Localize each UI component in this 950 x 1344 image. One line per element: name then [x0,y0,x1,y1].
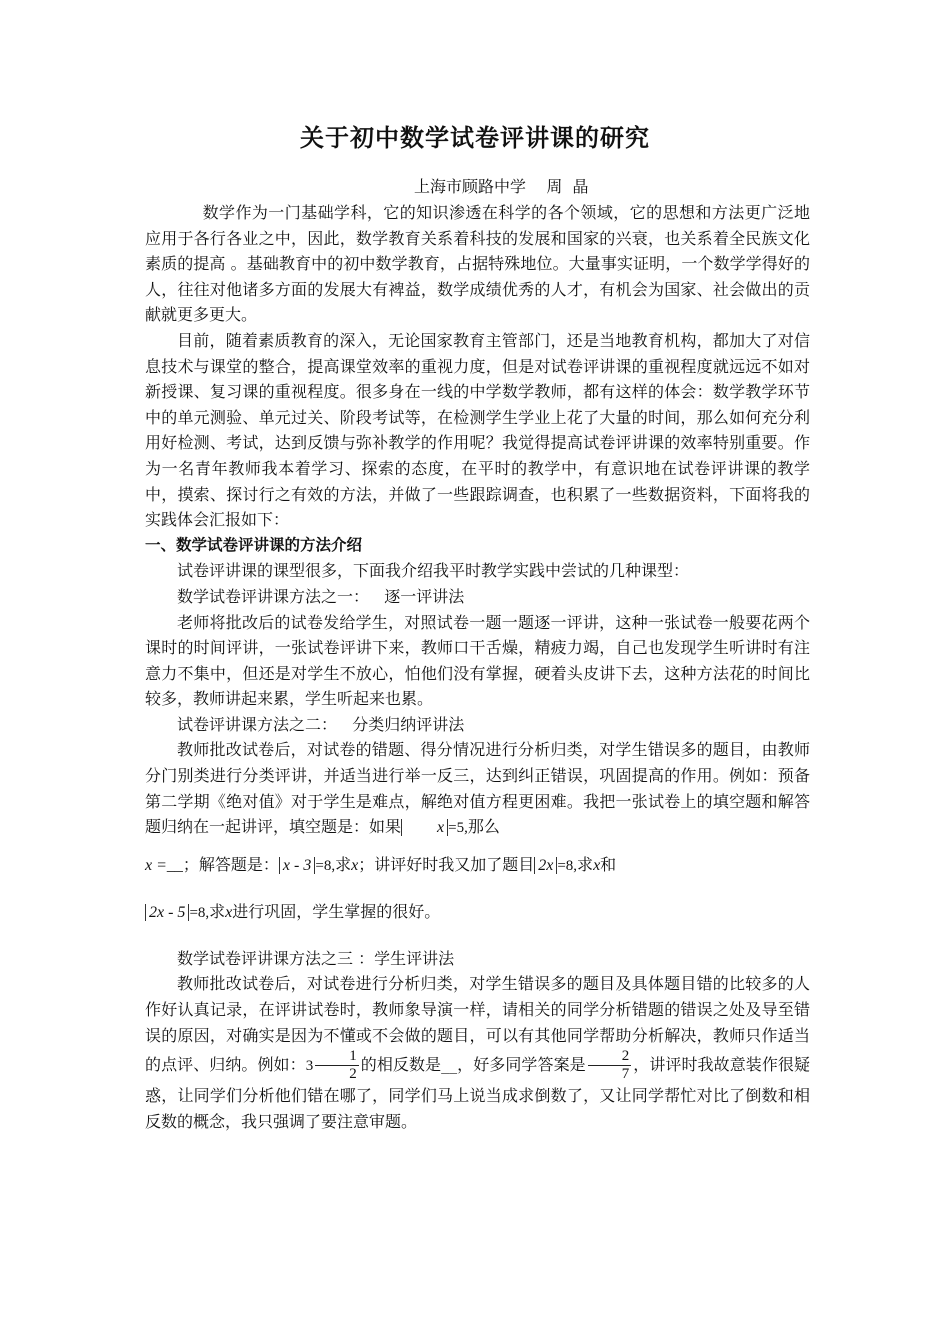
method-two-text-i: 进行巩固，学生掌握的很好。 [232,901,441,921]
method-two-text-d: 求 [335,854,352,874]
document-body [145,200,810,1134]
method-two-text: 教师批改试卷后，对试卷的错题、得分情况进行分析归类，对学生错误多的题目，由教师分门别类进行分类评讲，并适当进行举一反三，达到纠正错误，巩固提高的作用。例如：预备第二学期《绝对值》对于学生是难点，解绝对值方程更困难。我把一张试卷上的填空题和解答题归纳在一起讲评，填空题是：如果 [145,740,810,837]
page-title: 关于初中数学试卷评讲课的研究 [300,124,650,152]
var-x: x [351,856,359,874]
abs-x-minus-3: x - 3 [279,857,315,874]
method-three-heading: 数学试卷评讲课方法之三 ：学生评讲法 [177,948,455,968]
method-two-heading: 试卷评讲课方法之二： 分类归纳评讲法 [177,714,465,734]
abs-2x: 2x [534,857,557,874]
mixed-number-fraction: $\frac{1}{2}$ [315,1048,359,1083]
mixed-number-whole: 3 [305,1058,314,1075]
paragraph-intro: 数学作为一门基础学科，它的知识渗透在科学的各个领域，它的思想和方法更广泛地应用于各行各业之中，因此，数学教育关系着科技的发展和国家的兴衰，也关系着全民族文化素质的提高 。基础教育中的初中数学教育，占据特殊地位。大量事实证明，一个数学学得好的人，往往对他诸多方面的发展大有裨益，数学成绩优秀的人才，有机会为国家、社会做出的贡献就更多更大。 [145,203,810,325]
paragraph-method-three [145,971,810,1134]
paragraph-equations-line-2 [145,889,810,936]
abs-x: x [401,819,448,836]
eq4-rhs: =8, [557,857,578,874]
author-line: 上海市顾路中学 周 晶 [414,177,589,196]
method-two-text-b: 那么 [467,817,500,837]
eq5-rhs: =8, [189,904,210,921]
paragraph-method-two [145,737,810,841]
eq2-blank: x =__ [145,856,183,874]
method-three-text-c: ，讲评时我故意装作很疑惑，让同学们分析他们错在哪了，同学们马上说当成求倒数了，又让同学帮忙对比了倒数和相反数的概念，我只强调了要注意审题。 [145,1055,810,1131]
answer-fraction: $\frac{2}{7}$ [588,1048,632,1083]
method-two-text-h: 求 [209,901,226,921]
method-two-text-c: ；解答题是： [182,854,279,874]
paragraph-course-types: 试卷评讲课的课型很多，下面我介绍我平时教学实践中尝试的几种课型： [177,561,690,581]
paragraph-method-one: 老师将批改后的试卷发给学生，对照试卷一题一题逐一评讲，这种一张试卷一般要花两个课时的时间评讲，一张试卷评讲下来，教师口干舌燥，精疲力竭，自己也发现学生听讲时有注意力不集中，但还是对学生不放心，怕他们没有掌握，硬着头皮讲下去，这种方法花的时间比较多，教师讲起来累，学生听起来也累。 [145,612,810,709]
method-one-heading: 数学试卷评讲课方法之一： 逐一评讲法 [177,586,465,606]
paragraph-equations-line [145,842,810,889]
eq3-rhs: =8, [315,857,336,874]
var-x: x [593,856,601,874]
method-two-text-f: 求 [577,854,594,874]
abs-2x-minus-5: 2x - 5 [145,904,189,921]
eq1-rhs: =5, [448,820,468,837]
method-two-text-g: 和 [600,854,617,874]
section-heading: 一、数学试卷评讲课的方法介绍 [145,535,363,554]
var-x: x [225,903,233,921]
paragraph-background: 目前，随着素质教育的深入，无论国家教育主管部门，还是当地教育机构，都加大了对信息技术与课堂的整合，提高课堂效率的重视力度，但是对试卷评讲课的重视程度就远远不如对新授课、复习课的重视程度。很多身在一线的中学数学教师，都有这样的体会：数学教学环节中的单元测验、单元过关、阶段考试等，在检测学生学业上花了大量的时间，那么如何充分利用好检测、考试，达到反馈与弥补教学的作用呢？我觉得提高试卷评讲课的效率特别重要。作为一名青年教师我本着学习、探索的态度，在平时的教学中，有意识地在试卷评讲课的教学中，摸索、探讨行之有效的方法，并做了一些跟踪调查，也积累了一些数据资料，下面将我的实践体会汇报如下： [145,330,810,530]
method-three-text-b: 的相反数是__，好多同学答案是 [360,1055,586,1075]
method-two-text-e: ；讲评好时我又加了题目 [358,854,535,874]
method-three-text: 教师批改试卷后，对试卷进行分析归类，对学生错误多的题目及具体题目错的比较多的人作好认真记录，在评讲试卷时，教师象导演一样，请相关的同学分析错题的错误之处及导至错误的原因，对确实是因为不懂或不会做的题目，可以有其他同学帮助分析解决，教师只作适当的点评、归纳。例如： [145,974,810,1075]
